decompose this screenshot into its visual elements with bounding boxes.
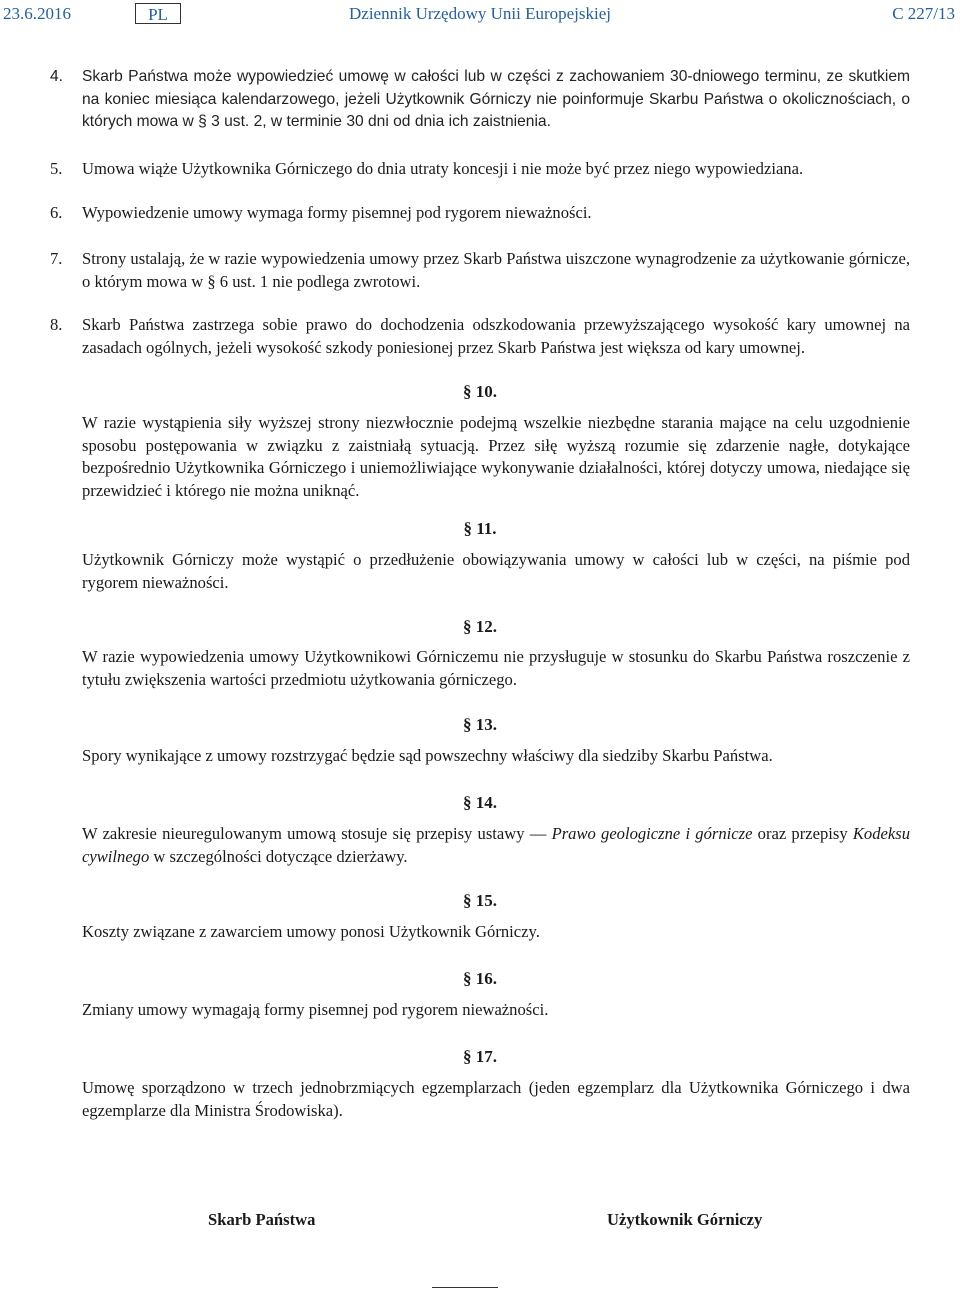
section-text: Użytkownik Górniczy może wystąpić o przedłużenie obowiązywania umowy w całości lub w części, na piśmie pod rygorem nieważności. bbox=[82, 550, 910, 592]
item-number: 7. bbox=[50, 249, 63, 268]
section-text-part: w szczególności dotyczące dzierżawy. bbox=[149, 846, 408, 866]
item-text: Strony ustalają, że w razie wypowiedzenia umowy przez Skarb Państwa uiszczone wynagrodzenie za użytkowanie górnicze, o którym mowa w § 6 ust. 1 nie podlega zwrotowi. bbox=[82, 249, 910, 291]
page-reference: C 227/13 bbox=[892, 4, 955, 23]
signature-party-user: Użytkownik Górniczy bbox=[607, 1210, 763, 1229]
section-text: Zmiany umowy wymagają formy pisemnej pod rygorem nieważności. bbox=[82, 1000, 549, 1019]
section-heading: § 17. bbox=[463, 1047, 497, 1066]
item-text: Umowa wiąże Użytkownika Górniczego do dnia utraty koncesji i nie może być przez niego wypowiedziana. bbox=[82, 159, 804, 178]
section-text-part: W zakresie nieuregulowanym umową stosuje się przepisy ustawy — bbox=[82, 824, 552, 843]
section-heading: § 10. bbox=[463, 382, 497, 401]
section-text: Spory wynikające z umowy rozstrzygać będzie sąd powszechny właściwy dla siedziby Skarbu Państwa. bbox=[82, 746, 773, 765]
item-number: 4. bbox=[50, 68, 64, 85]
item-text: Skarb Państwa zastrzega sobie prawo do dochodzenia odszkodowania przewyższającego wysokość kary umownej na zasadach ogólnych, jeżeli wysokość szkody poniesionej przez Skarb Państwa jest większa od kary umownej. bbox=[82, 315, 910, 357]
section-heading: § 16. bbox=[463, 969, 497, 988]
item-text: Skarb Państwa może wypowiedzieć umowę w całości lub w części z zachowaniem 30-dniowego terminu, ze skutkiem na koniec miesiąca kalendarzowego, jeżeli Użytkownik Górniczy nie poinformuje Skarbu Państwa o okolicznościach, o których mowa w § 3 ust. 2, w terminie 30 dni od dnia ich zaistnienia. bbox=[82, 68, 910, 130]
journal-title: Dziennik Urzędowy Unii Europejskiej bbox=[349, 4, 612, 23]
item-number: 6. bbox=[50, 203, 63, 222]
item-text: Wypowiedzenie umowy wymaga formy pisemnej pod rygorem nieważności. bbox=[82, 203, 592, 222]
section-heading: § 14. bbox=[463, 793, 497, 812]
end-rule bbox=[432, 1287, 498, 1288]
section-text: Umowę sporządzono w trzech jednobrzmiących egzemplarzach (jeden egzemplarz dla Użytkownika Górniczego i dwa egzemplarze dla Ministra Środowiska). bbox=[82, 1078, 910, 1120]
language-badge: PL bbox=[135, 3, 181, 24]
section-heading: § 11. bbox=[463, 519, 497, 538]
item-number: 5. bbox=[50, 159, 63, 178]
section-heading: § 13. bbox=[463, 715, 497, 734]
section-text bbox=[82, 823, 910, 868]
section-text: W razie wystąpienia siły wyższej strony niezwłocznie podejmą wszelkie niezbędne starania mające na celu uzgodnienie sposobu postępowania w związku z zaistniałą sytuacją. Przez siłę wyższą rozumie się zdarzenie nagłe, dotykające bezpośrednio Użytkownika Górniczego i uniemożliwiające wykonywanie działalności, której dotyczy umowa, niedające się przewidzieć i którego nie można uniknąć. bbox=[82, 413, 910, 500]
section-text-part: oraz przepisy bbox=[752, 824, 853, 843]
item-number: 8. bbox=[50, 315, 63, 334]
page-header bbox=[0, 3, 960, 27]
section-text: W razie wypowiedzenia umowy Użytkownikowi Górniczemu nie przysługuje w stosunku do Skarbu Państwa roszczenie z tytułu zwiększenia wartości przedmiotu użytkowania górniczego. bbox=[82, 647, 910, 689]
section-heading: § 12. bbox=[463, 617, 497, 636]
section-heading: § 15. bbox=[463, 891, 497, 910]
code-title: Kodeksu cywilnego bbox=[82, 824, 910, 866]
section-text: Koszty związane z zawarciem umowy ponosi Użytkownik Górniczy. bbox=[82, 922, 540, 941]
statute-title: Prawo geologiczne i górnicze bbox=[551, 824, 753, 843]
signature-party-state: Skarb Państwa bbox=[208, 1210, 316, 1229]
publication-date: 23.6.2016 bbox=[3, 4, 71, 23]
